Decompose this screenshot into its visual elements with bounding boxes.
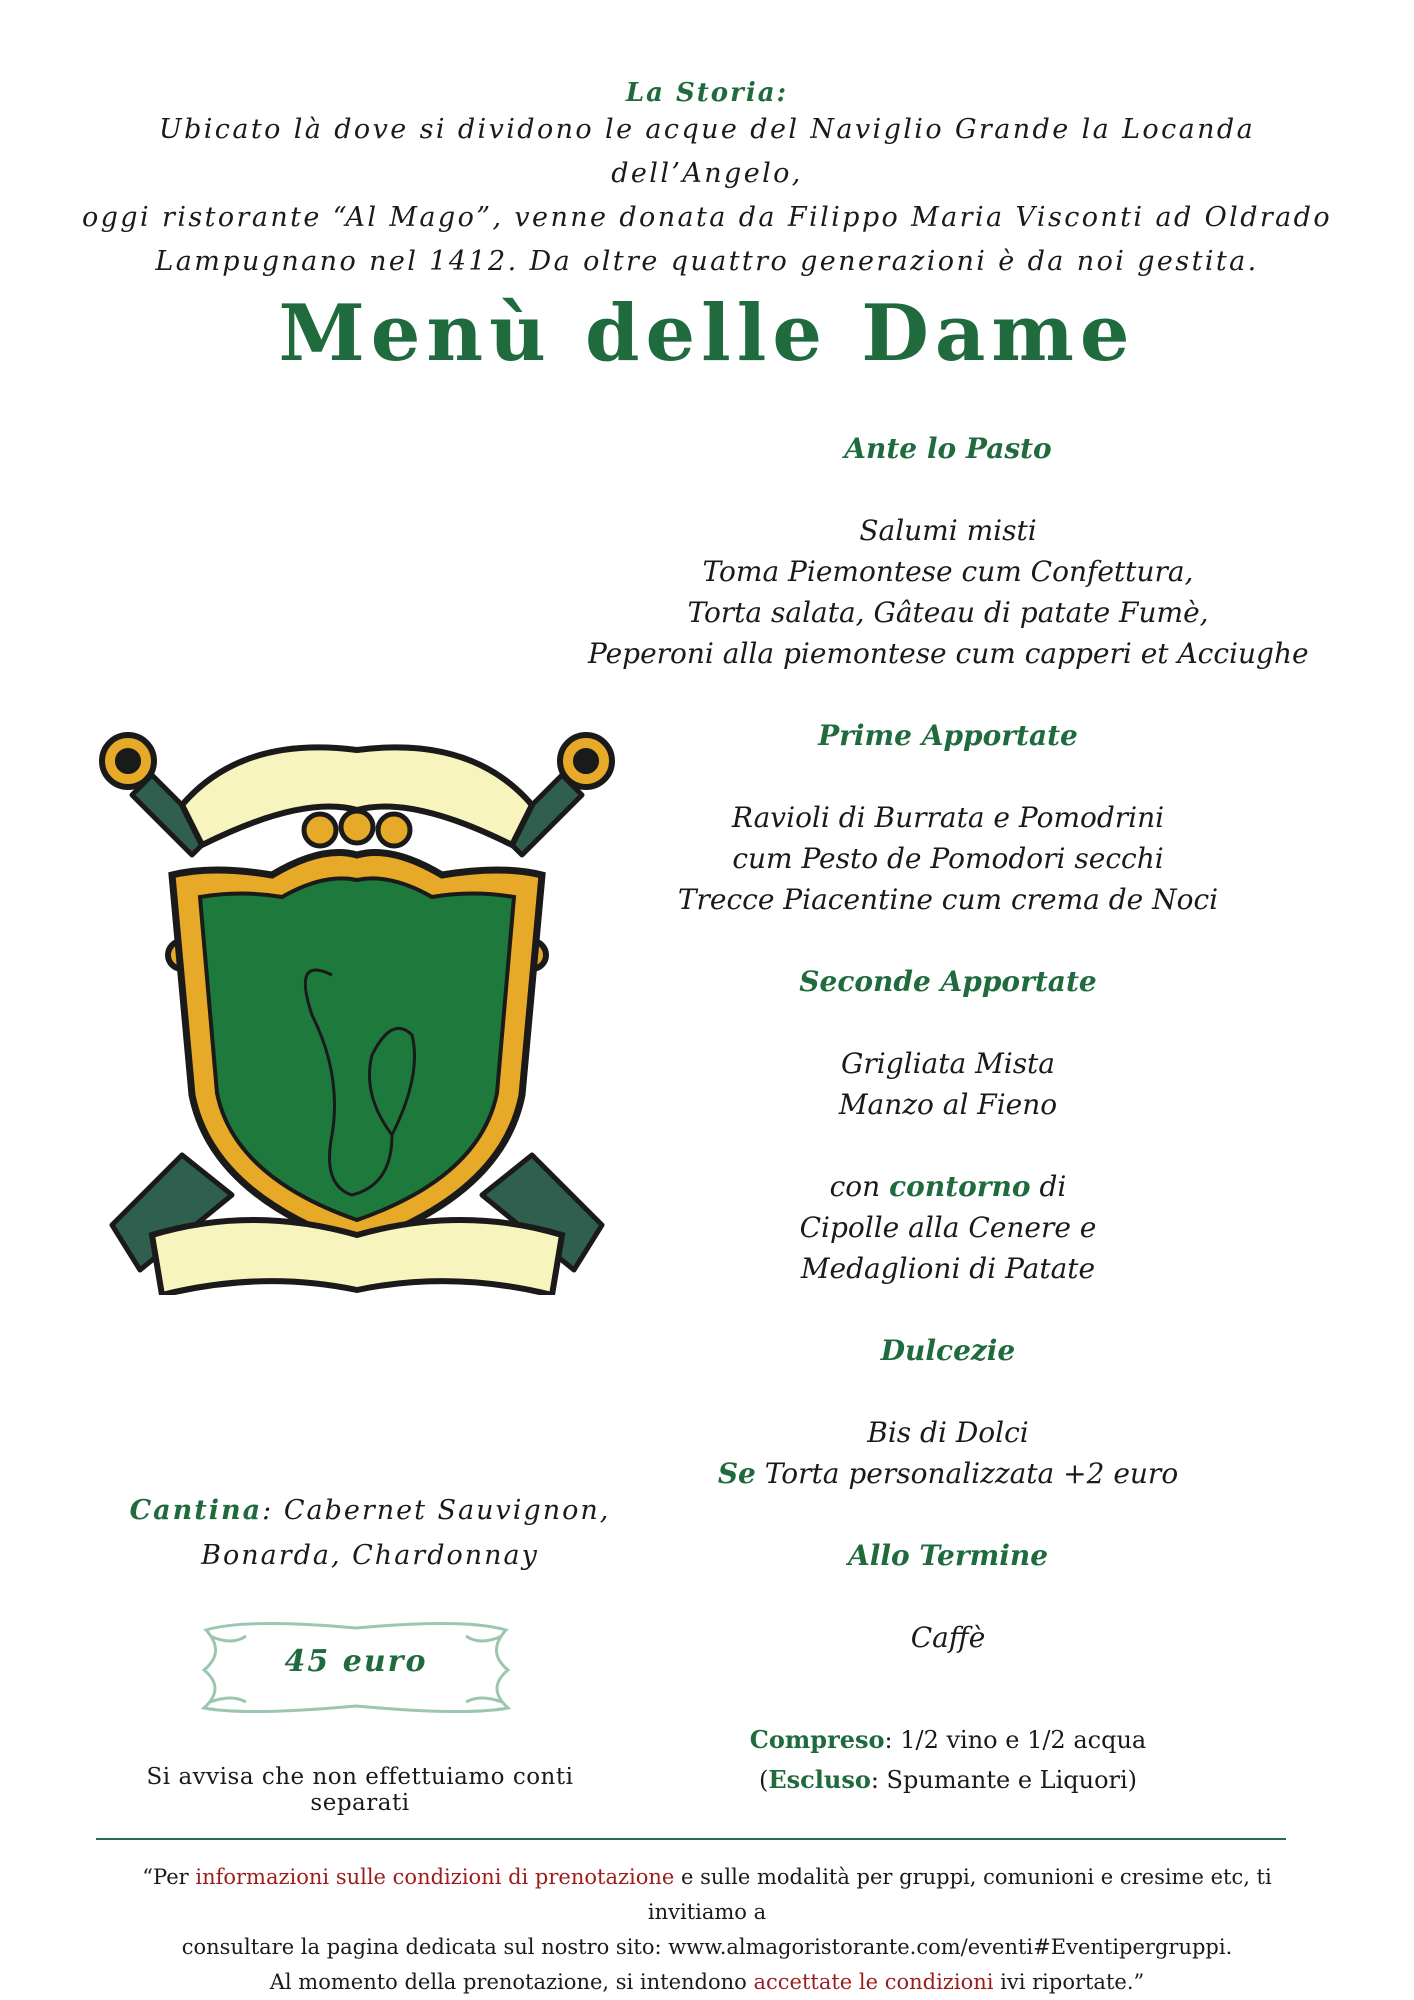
storia-title: La Storia:	[625, 78, 789, 108]
note-text: e sulle modalità per gruppi, comunioni e cresime etc, ti invitiamo a	[647, 1865, 1272, 1924]
se-word: Se	[717, 1457, 756, 1490]
escluso-label: Escluso	[768, 1765, 871, 1794]
storia-block	[80, 78, 1334, 284]
storia-line-3: Lampugnano nel 1412. Da oltre quattro generazioni è da noi gestita.	[155, 246, 1259, 277]
menu-item: Bis di Dolci	[867, 1416, 1029, 1449]
menu-title: Menù delle Dame	[278, 288, 1136, 379]
menu-item: cum Pesto de Pomodori secchi	[732, 842, 1164, 875]
cantina-block	[110, 1488, 630, 1578]
price-label: 45 euro	[284, 1644, 428, 1679]
crown-icon	[304, 811, 410, 846]
note-line-1	[90, 1860, 1324, 1930]
inclusions	[588, 1720, 1308, 1800]
conditions-link[interactable]: informazioni sulle condizioni di prenotazione	[195, 1865, 675, 1889]
contorno-line	[588, 1166, 1308, 1207]
cantina-line-1	[110, 1488, 630, 1533]
torta-text: Torta personalizzata +2 euro	[755, 1457, 1179, 1490]
contorno-word: contorno	[889, 1170, 1031, 1203]
note-text: “Per	[142, 1865, 196, 1889]
section-title-seconde: Seconde Apportate	[799, 965, 1097, 998]
menu-column	[588, 428, 1308, 1658]
crest-illustration	[92, 715, 622, 1295]
cantina-line-2: Bonarda, Chardonnay	[201, 1540, 539, 1571]
dolci-extra-line	[588, 1453, 1308, 1494]
note-line-3	[90, 1965, 1324, 2000]
menu-item: Ravioli di Burrata e Pomodrini	[731, 801, 1165, 834]
escluso-line	[588, 1760, 1308, 1800]
menu-item: Trecce Piacentine cum crema de Noci	[677, 883, 1219, 916]
menu-item: Caffè	[910, 1621, 986, 1654]
footer-note	[90, 1860, 1324, 2000]
note-line-2: consultare la pagina dedicata sul nostro sito: www.almagoristorante.com/eventi#Eventipergruppi.	[181, 1935, 1233, 1959]
note-text: Al momento della prenotazione, si intendono	[269, 1970, 754, 1994]
compreso-label: Compreso	[749, 1725, 885, 1754]
menu-item: Manzo al Fieno	[838, 1088, 1058, 1121]
storia-line-2: oggi ristorante “Al Mago”, venne donata da Filippo Maria Visconti ad Oldrado	[81, 202, 1333, 233]
compreso-line	[588, 1720, 1308, 1760]
menu-item: Cipolle alla Cenere e	[799, 1211, 1097, 1244]
menu-item: Peperoni alla piemontese cum capperi et Acciughe	[588, 637, 1309, 670]
section-title-dulcezie: Dulcezie	[880, 1334, 1016, 1367]
menu-item: Grigliata Mista	[840, 1047, 1056, 1080]
menu-item: Salumi misti	[859, 514, 1037, 547]
section-title-prime: Prime Apportate	[818, 719, 1078, 752]
section-title-termine: Allo Termine	[847, 1539, 1049, 1572]
divider	[96, 1838, 1286, 1840]
note-text: ivi riportate.”	[993, 1970, 1145, 1994]
storia-line-1: Ubicato là dove si dividono le acque del Naviglio Grande la Locanda dell’Angelo,	[158, 114, 1256, 189]
menu-item: Torta salata, Gâteau di patate Fumè,	[687, 596, 1209, 629]
contorno-pre: con	[829, 1170, 890, 1203]
cantina-label: Cantina	[129, 1495, 263, 1526]
menu-item: Medaglioni di Patate	[800, 1252, 1096, 1285]
contorno-post: di	[1030, 1170, 1067, 1203]
compreso-text: : 1/2 vino e 1/2 acqua	[884, 1726, 1147, 1754]
escluso-open: (	[758, 1766, 769, 1794]
escluso-text: : Spumante e Liquori)	[870, 1766, 1138, 1794]
separati-notice: Si avvisa che non effettuiamo conti separati	[146, 1764, 574, 1816]
cantina-text-1: : Cabernet Sauvignon,	[262, 1495, 611, 1526]
menu-item: Toma Piemontese cum Confettura,	[702, 555, 1194, 588]
section-title-ante: Ante lo Pasto	[844, 432, 1052, 465]
accepted-conditions-text: accettate le condizioni	[753, 1970, 994, 1994]
